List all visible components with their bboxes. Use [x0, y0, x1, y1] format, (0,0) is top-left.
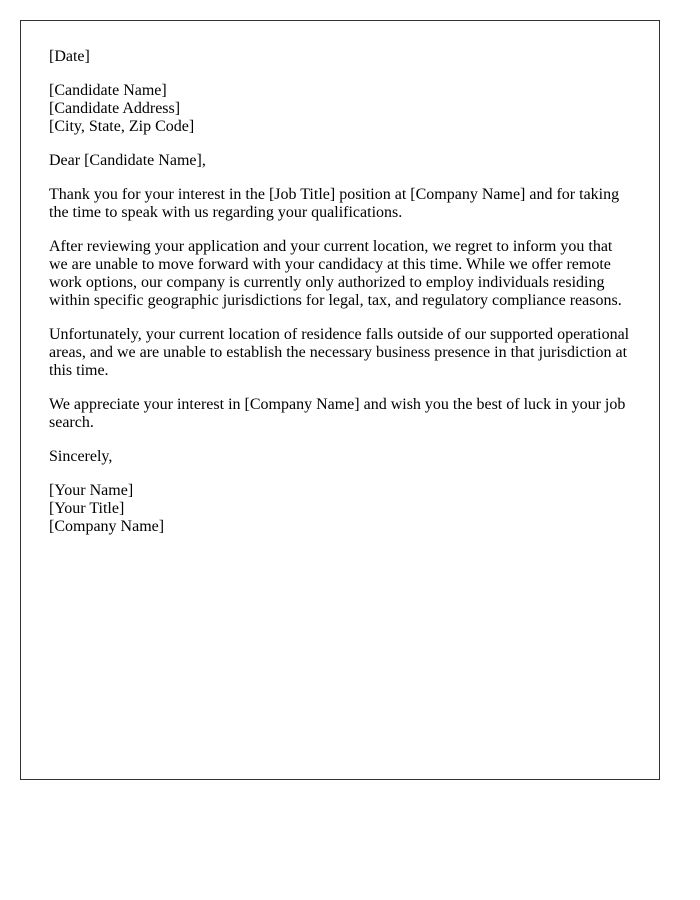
signature-title: [Your Title] — [49, 500, 125, 517]
signature-block — [49, 482, 631, 536]
body-paragraph-1: Thank you for your interest in the [Job Title] position at [Company Name] and for taking the time to speak with us regarding your qualifications. — [49, 186, 620, 221]
letter-page — [20, 20, 660, 780]
closing: Sincerely, — [49, 448, 113, 465]
recipient-address: [Candidate Address] — [49, 100, 181, 117]
signature-name: [Your Name] — [49, 482, 134, 499]
recipient-name: [Candidate Name] — [49, 82, 167, 99]
letter-date: [Date] — [49, 48, 90, 65]
body-paragraph-4: We appreciate your interest in [Company Name] and wish you the best of luck in your job search. — [49, 396, 626, 431]
signature-company: [Company Name] — [49, 518, 165, 535]
salutation: Dear [Candidate Name], — [49, 152, 206, 169]
recipient-address-block — [49, 82, 631, 136]
body-paragraph-2: After reviewing your application and your current location, we regret to inform you that we are unable to move forward with your candidacy at this time. While we offer remote work options, our company is currently only authorized to employ individuals residing within specific geographic jurisdictions for legal, tax, and regulatory compliance reasons. — [49, 238, 622, 309]
recipient-city-state-zip: [City, State, Zip Code] — [49, 118, 195, 135]
body-paragraph-3: Unfortunately, your current location of residence falls outside of our supported operational areas, and we are unable to establish the necessary business presence in that jurisdiction at this time. — [49, 326, 630, 379]
